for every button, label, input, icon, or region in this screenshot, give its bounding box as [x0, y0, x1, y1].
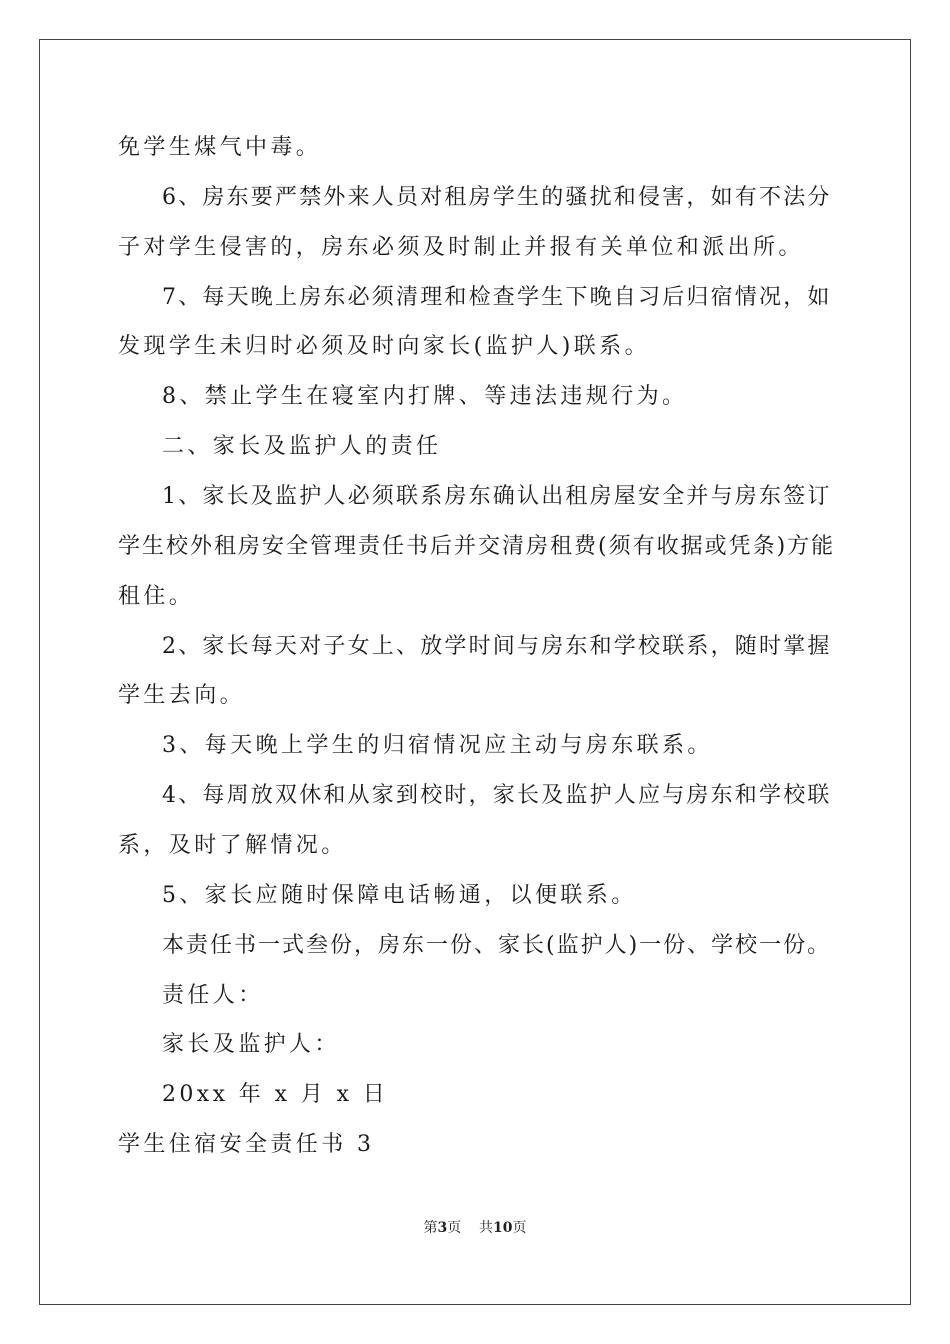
text-line: 1、家长及监护人必须联系房东确认出租房屋安全并与房东签订: [162, 484, 832, 509]
text-line: 本责任书一式叁份，房东一份、家长(监护人)一份、学校一份。: [162, 933, 832, 958]
document-title: 学生住宿安全责任书 3: [118, 1132, 375, 1157]
text-line: 3、每天晚上学生的归宿情况应主动与房东联系。: [162, 733, 713, 758]
text-line: 子对学生侵害的，房东必须及时制止并报有关单位和派出所。: [118, 235, 804, 260]
text-line: 租住。: [118, 584, 195, 609]
footer-mid: 页 共: [447, 1220, 494, 1236]
page-footer: [0, 1218, 950, 1238]
date-line: 20xx 年 x 月 x 日: [162, 1082, 389, 1107]
text-line: 6、房东要严禁外来人员对租房学生的骚扰和侵害，如有不法分: [162, 185, 832, 210]
text-line: 2、家长每天对子女上、放学时间与房东和学校联系，随时掌握: [162, 634, 832, 659]
footer-page-number: 3: [437, 1220, 448, 1236]
text-line: 免学生煤气中毒。: [118, 135, 322, 160]
text-line: 学生去向。: [118, 683, 246, 708]
footer-total-pages: 10: [493, 1220, 513, 1236]
text-line: 7、每天晚上房东必须清理和检查学生下晚自习后归宿情况，如: [162, 285, 832, 310]
page-border: [39, 39, 911, 1305]
footer-suffix: 页: [512, 1220, 527, 1236]
text-line: 8、禁止学生在寝室内打牌、等违法违规行为。: [162, 384, 688, 409]
text-line: 发现学生未归时必须及时向家长(监护人)联系。: [118, 334, 650, 359]
guardian-label: 家长及监护人：: [162, 1032, 340, 1057]
signature-label: 责任人：: [162, 983, 264, 1008]
text-line: 5、家长应随时保障电话畅通，以便联系。: [162, 883, 637, 908]
text-line: 4、每周放双休和从家到校时，家长及监护人应与房东和学校联: [162, 783, 832, 808]
text-line: 系，及时了解情况。: [118, 833, 347, 858]
footer-prefix: 第: [423, 1220, 438, 1236]
section-heading: 二、家长及监护人的责任: [162, 434, 442, 459]
text-line: 学生校外租房安全管理责任书后并交清房租费(须有收据或凭条)方能: [118, 534, 836, 559]
